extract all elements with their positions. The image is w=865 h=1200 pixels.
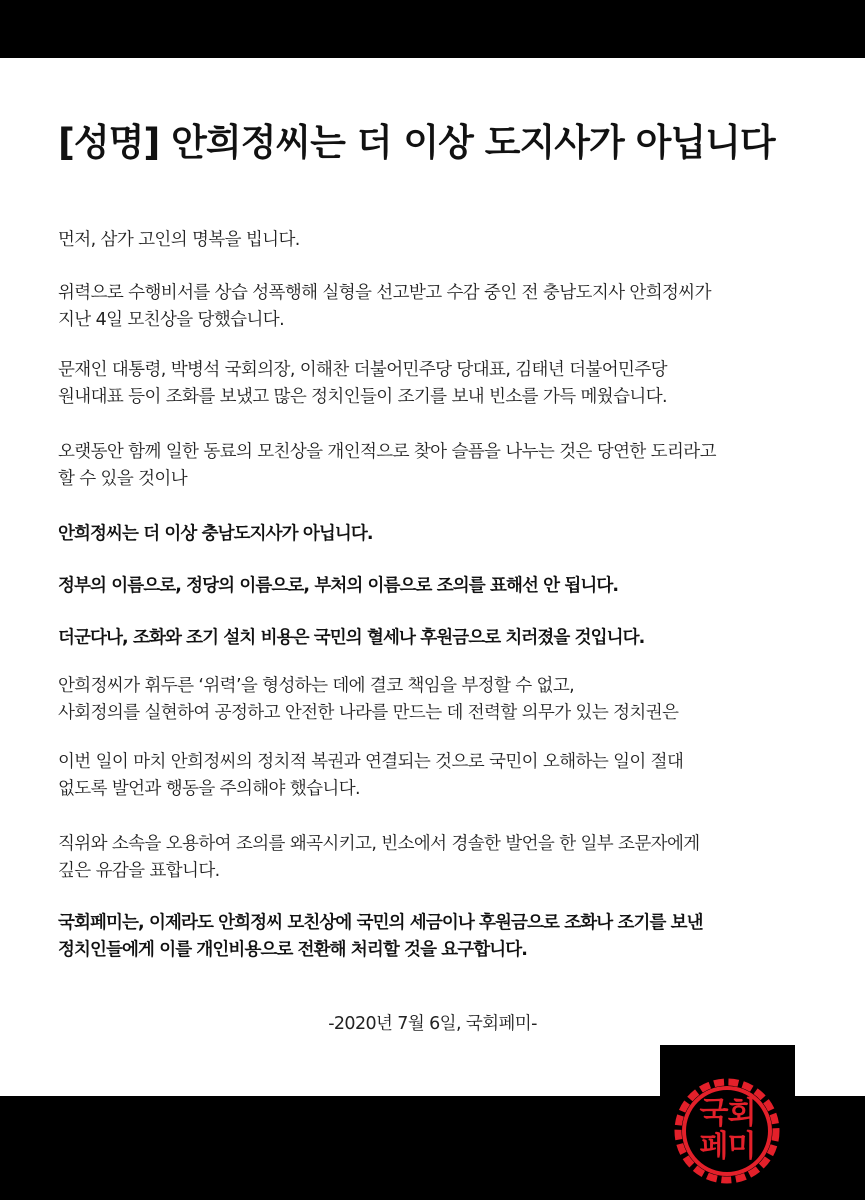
paragraph-line: 깊은 유감을 표합니다. <box>58 861 220 881</box>
paragraph-line: 지난 4일 모친상을 당했습니다. <box>58 310 285 330</box>
seal-logo <box>660 1045 795 1200</box>
statement-title: [성명] 안희정씨는 더 이상 도지사가 아닙니다 <box>58 121 775 164</box>
paragraph-9 <box>58 749 828 803</box>
seal-text-line1: 국회 <box>699 1096 756 1131</box>
paragraph-line: 오랫동안 함께 일한 동료의 모친상을 개인적으로 찾아 슬픔을 나누는 것은 당연한 도리라고 <box>58 442 716 462</box>
paragraph-line: 직위와 소속을 오용하여 조의를 왜곡시키고, 빈소에서 경솔한 발언을 한 일부 조문자에게 <box>58 834 700 854</box>
paragraph-line: 더군다나, 조화와 조기 설치 비용은 국민의 혈세나 후원금으로 치러졌을 것입니다. <box>58 628 645 648</box>
paragraph-line: 이번 일이 마치 안희정씨의 정치적 복권과 연결되는 것으로 국민이 오해하는 일이 절대 <box>58 752 684 772</box>
paragraph-4 <box>58 439 828 493</box>
paragraph-line: 문재인 대통령, 박병석 국회의장, 이해찬 더불어민주당 당대표, 김태년 더불어민주당 <box>58 360 667 380</box>
paragraph-3 <box>58 357 828 411</box>
paragraph-line: 위력으로 수행비서를 상습 성폭행해 실형을 선고받고 수감 중인 전 충남도지사 안희정씨가 <box>58 283 711 303</box>
paragraph-line: 국회페미는, 이제라도 안희정씨 모친상에 국민의 세금이나 후원금으로 조화나 조기를 보낸 <box>58 913 703 933</box>
paragraph-line: 정치인들에게 이를 개인비용으로 전환해 처리할 것을 요구합니다. <box>58 940 528 960</box>
paragraph-line: 없도록 발언과 행동을 주의해야 했습니다. <box>58 779 360 799</box>
seal-text-line2: 페미 <box>699 1129 756 1164</box>
paragraph-10 <box>58 831 828 885</box>
paragraph-6 <box>58 573 828 600</box>
signature-line: -2020년 7월 6일, 국회페미- <box>328 1014 537 1034</box>
paragraph-line: 원내대표 등이 조화를 보냈고 많은 정치인들이 조기를 보내 빈소를 가득 메웠습니다. <box>58 387 667 407</box>
paragraph-line: 안희정씨가 휘두른 ‘위력’을 형성하는 데에 결코 책임을 부정할 수 없고, <box>58 676 575 696</box>
paragraph-11 <box>58 910 828 964</box>
top-black-bar <box>0 0 865 58</box>
paragraph-2 <box>58 280 828 334</box>
paragraph-8 <box>58 673 828 727</box>
paragraph-line: 사회정의를 실현하여 공정하고 안전한 나라를 만드는 데 전력할 의무가 있는 정치권은 <box>58 703 679 723</box>
paragraph-line: 먼저, 삼가 고인의 명복을 빕니다. <box>58 230 300 250</box>
paragraph-line: 할 수 있을 것이나 <box>58 469 188 489</box>
paragraph-line: 안희정씨는 더 이상 충남도지사가 아닙니다. <box>58 524 373 544</box>
paragraph-line: 정부의 이름으로, 정당의 이름으로, 부처의 이름으로 조의를 표해선 안 됩니다. <box>58 576 619 596</box>
paragraph-5 <box>58 521 828 548</box>
paragraph-1 <box>58 227 828 254</box>
paragraph-7 <box>58 625 828 652</box>
